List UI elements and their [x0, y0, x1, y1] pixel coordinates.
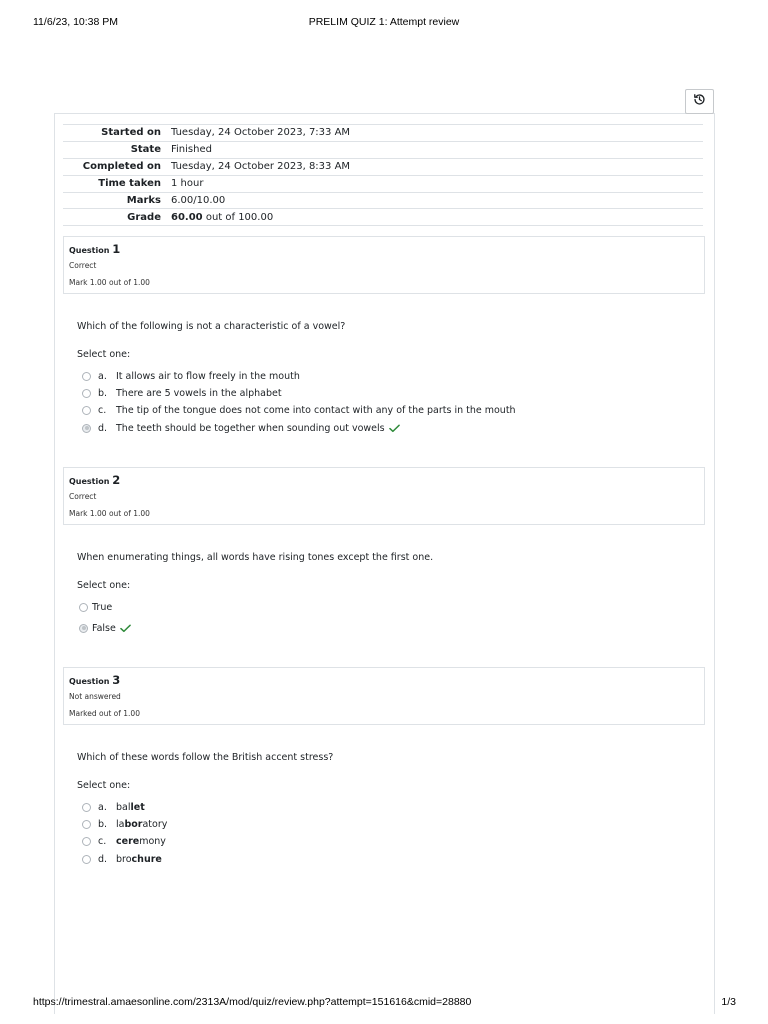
summary-label: Grade — [63, 209, 171, 226]
grade-value: 60.00 — [171, 211, 203, 223]
answer-option[interactable] — [82, 852, 682, 866]
question-label: Question — [69, 246, 110, 255]
summary-value: 6.00/10.00 — [171, 192, 703, 209]
question-info-card — [63, 236, 705, 294]
option-text — [116, 854, 162, 865]
correct-check-icon — [389, 424, 399, 432]
summary-row-time-taken — [63, 175, 703, 192]
summary-label: Time taken — [63, 175, 171, 192]
syllable: bro — [116, 853, 132, 865]
option-letter: d. — [98, 422, 108, 434]
radio-button[interactable] — [82, 372, 91, 381]
stressed-syllable: bor — [124, 818, 143, 830]
answer-option-selected[interactable] — [82, 421, 682, 435]
question-text: Which of these words follow the British accent stress? — [77, 752, 334, 763]
radio-button[interactable] — [82, 837, 91, 846]
select-one-prompt: Select one: — [77, 580, 131, 591]
radio-button[interactable] — [79, 603, 88, 612]
correct-check-icon — [120, 624, 130, 632]
option-letter: a. — [98, 801, 107, 813]
question-label: Question — [69, 477, 110, 486]
question-number-value: 1 — [112, 242, 121, 256]
answer-option-selected[interactable] — [79, 621, 679, 635]
answer-option[interactable] — [82, 369, 682, 383]
answer-option[interactable] — [82, 386, 682, 400]
option-text: It allows air to flow freely in the mouth — [116, 370, 300, 382]
option-text: False — [92, 622, 116, 634]
print-page-title: PRELIM QUIZ 1: Attempt review — [308, 16, 460, 28]
question-text: When enumerating things, all words have rising tones except the first one. — [77, 552, 434, 563]
option-text — [116, 819, 167, 830]
option-text: The teeth should be together when sounding out vowels — [116, 422, 385, 434]
select-one-prompt: Select one: — [77, 349, 131, 360]
syllable: la — [116, 818, 125, 830]
summary-value — [171, 209, 703, 226]
question-state: Correct — [69, 492, 97, 501]
summary-label: Completed on — [63, 158, 171, 175]
question-number — [69, 473, 120, 487]
summary-row-marks — [63, 192, 703, 209]
summary-label: State — [63, 141, 171, 158]
stressed-syllable: cere — [116, 835, 140, 847]
question-grade: Marked out of 1.00 — [69, 709, 140, 718]
question-state: Not answered — [69, 692, 121, 701]
answer-option[interactable] — [82, 817, 682, 831]
radio-button[interactable] — [82, 803, 91, 812]
summary-row-completed — [63, 158, 703, 175]
question-info-card — [63, 467, 705, 525]
radio-button[interactable] — [82, 855, 91, 864]
option-text — [116, 802, 145, 813]
answer-option[interactable] — [82, 800, 682, 814]
question-grade: Mark 1.00 out of 1.00 — [69, 278, 150, 287]
summary-row-grade — [63, 209, 703, 226]
summary-value: 1 hour — [171, 175, 703, 192]
print-page-number: 1/3 — [721, 996, 736, 1008]
history-icon — [693, 93, 706, 111]
question-info-card — [63, 667, 705, 725]
question-label: Question — [69, 677, 110, 686]
syllable: mony — [139, 835, 166, 847]
answer-option[interactable] — [79, 600, 679, 614]
radio-button-checked[interactable] — [82, 424, 91, 433]
attempt-summary-table — [63, 124, 703, 226]
summary-value: Tuesday, 24 October 2023, 8:33 AM — [171, 158, 703, 175]
option-text: The tip of the tongue does not come into contact with any of the parts in the mouth — [116, 404, 516, 416]
option-letter: c. — [98, 835, 107, 847]
syllable: bal — [116, 801, 131, 813]
print-header — [0, 16, 768, 30]
summary-row-started — [63, 125, 703, 142]
summary-label: Started on — [63, 125, 171, 142]
option-text: There are 5 vowels in the alphabet — [116, 387, 282, 399]
answer-option[interactable] — [82, 834, 682, 848]
question-number-value: 3 — [112, 673, 121, 687]
radio-button[interactable] — [82, 389, 91, 398]
print-datetime: 11/6/23, 10:38 PM — [33, 16, 119, 28]
grade-suffix: out of 100.00 — [202, 211, 274, 223]
question-grade: Mark 1.00 out of 1.00 — [69, 509, 150, 518]
option-letter: c. — [98, 404, 107, 416]
option-letter: b. — [98, 818, 108, 830]
print-url: https://trimestral.amaesonline.com/2313A/mod/quiz/review.php?attempt=151616&cmid=28880 — [33, 996, 472, 1008]
stressed-syllable: let — [130, 801, 145, 813]
question-text: Which of the following is not a characteristic of a vowel? — [77, 321, 346, 332]
summary-label: Marks — [63, 192, 171, 209]
print-footer — [0, 996, 768, 1010]
select-one-prompt: Select one: — [77, 780, 131, 791]
stressed-syllable: chure — [131, 853, 162, 865]
question-number — [69, 242, 120, 256]
option-letter: d. — [98, 853, 108, 865]
radio-button[interactable] — [82, 406, 91, 415]
option-letter: a. — [98, 370, 107, 382]
summary-row-state — [63, 141, 703, 158]
option-text — [116, 836, 166, 847]
syllable: atory — [142, 818, 168, 830]
option-letter: b. — [98, 387, 108, 399]
summary-value: Finished — [171, 141, 703, 158]
attempt-history-button[interactable] — [685, 89, 714, 114]
radio-button[interactable] — [82, 820, 91, 829]
summary-value: Tuesday, 24 October 2023, 7:33 AM — [171, 125, 703, 142]
answer-option[interactable] — [82, 403, 682, 417]
question-number-value: 2 — [112, 473, 121, 487]
option-text: True — [92, 601, 113, 613]
question-number — [69, 673, 120, 687]
radio-button-checked[interactable] — [79, 624, 88, 633]
question-state: Correct — [69, 261, 97, 270]
